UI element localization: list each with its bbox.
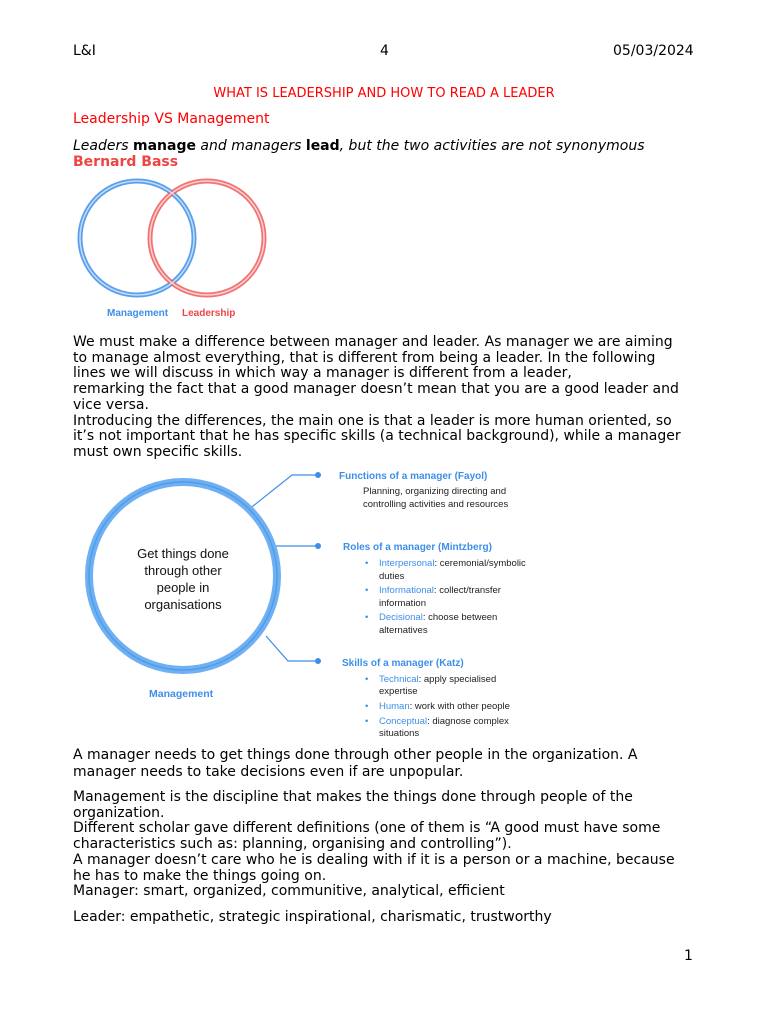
paragraph-line: Manager: smart, organized, communitive, analytical, efficient <box>73 883 505 900</box>
role-item-interpersonal: Interpersonal: ceremonial/symbolic <box>379 558 526 569</box>
bullet-icon: • <box>365 612 369 623</box>
header-left: L&I <box>73 43 96 59</box>
role-item-cont: alternatives <box>379 625 428 636</box>
quote-part3: , but the two activities are not synonymous <box>339 138 645 154</box>
paragraph-line: A manager doesn’t care who he is dealing with if it is a person or a machine, because <box>73 851 675 868</box>
venn-label-leadership: Leadership <box>182 308 236 319</box>
circle-text-line: Get things done <box>137 546 229 561</box>
paragraph-line: to manage almost everything, that is different from being a leader. In the following <box>73 349 656 366</box>
paragraph-line: We must make a difference between manager and leader. As manager we are aiming <box>73 334 673 350</box>
bullet-icon: • <box>365 701 369 712</box>
circle-text-line: organisations <box>144 597 222 612</box>
skill-item-cont: situations <box>379 728 420 739</box>
management-label: Management <box>149 688 214 700</box>
paragraph-line: organization. <box>73 804 165 821</box>
venn-label-management: Management <box>107 308 169 319</box>
quote-author: Bernard Bass <box>73 154 179 170</box>
section-heading: Leadership VS Management <box>73 111 270 127</box>
paragraph-2 <box>73 747 703 781</box>
page-number: 1 <box>684 948 693 964</box>
paragraph-1 <box>73 335 703 461</box>
role-item-cont: duties <box>379 571 405 582</box>
role-item-informational: Informational: collect/transfer <box>379 585 501 596</box>
paragraph-line: vice versa. <box>73 396 149 413</box>
functions-title: Functions of a manager (Fayol) <box>339 471 488 482</box>
paragraph-line: he has to make the things going on. <box>73 867 327 884</box>
functions-line: controlling activities and resources <box>363 499 509 510</box>
quote-part1: Leaders <box>73 138 133 154</box>
paragraph-line: it’s not important that he has specific skills (a technical background), while a manager <box>73 428 681 445</box>
paragraph-line: A manager needs to get things done through other people in the organization. A <box>73 747 638 763</box>
circle-text-line: through other <box>144 563 222 578</box>
bullet-icon: • <box>365 585 369 596</box>
paragraph-line: Introducing the differences, the main one is that a leader is more human oriented, so <box>73 412 672 429</box>
bullet-icon: • <box>365 674 369 685</box>
functions-line: Planning, organizing directing and <box>363 486 507 497</box>
paragraph-line: lines we will discuss in which way a manager is different from a leader, <box>73 365 572 382</box>
paragraph-line: remarking the fact that a good manager doesn’t mean that you are a good leader and <box>73 381 679 398</box>
paragraph-line: Management is the discipline that makes the things done through people of the <box>73 789 633 805</box>
paragraph-line: must own specific skills. <box>73 443 243 460</box>
skills-title: Skills of a manager (Katz) <box>342 658 464 669</box>
paragraph-line: characteristics such as: planning, organising and controlling”). <box>73 836 512 853</box>
skill-item-conceptual: Conceptual: diagnose complex <box>379 716 509 727</box>
bullet-icon: • <box>365 558 369 569</box>
paragraph-4: Leader: empathetic, strategic inspirational, charismatic, trustworthy <box>73 909 552 925</box>
quote-bold2: lead <box>305 138 340 154</box>
role-item-cont: information <box>379 598 426 609</box>
connector-dot <box>315 472 321 478</box>
header-page: 4 <box>380 43 389 59</box>
paragraph-line: Different scholar gave different definitions (one of them is “A good must have some <box>73 820 661 837</box>
document-title: WHAT IS LEADERSHIP AND HOW TO READ A LEADER <box>213 86 555 101</box>
venn-diagram <box>70 178 280 323</box>
quote-part2: and managers <box>195 138 306 154</box>
bullet-icon: • <box>365 716 369 727</box>
skill-item-human: Human: work with other people <box>379 701 510 712</box>
header-date: 05/03/2024 <box>613 43 694 59</box>
skill-item-technical: Technical: apply specialised <box>379 674 497 685</box>
connector-dot <box>315 543 321 549</box>
role-item-decisional: Decisional: choose between <box>379 612 498 623</box>
quote <box>73 138 645 154</box>
skill-item-cont: expertise <box>379 686 418 697</box>
circle-text-line: people in <box>156 580 210 595</box>
paragraph-3 <box>73 790 703 900</box>
roles-title: Roles of a manager (Mintzberg) <box>343 542 492 553</box>
connector-dot <box>315 658 321 664</box>
quote-bold1: manage <box>133 138 196 154</box>
paragraph-line: manager needs to take decisions even if are unpopular. <box>73 764 464 780</box>
management-diagram <box>80 462 550 744</box>
